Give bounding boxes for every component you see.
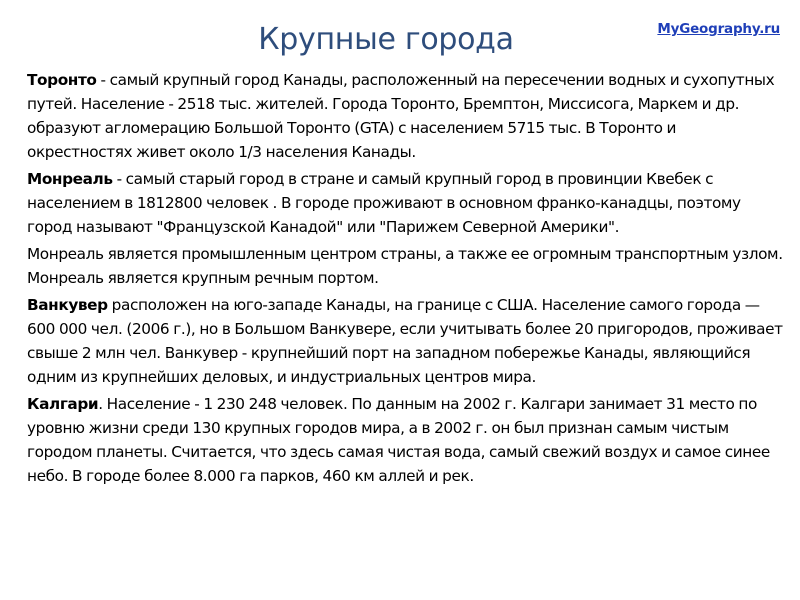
paragraph-lead: Калгари [27, 395, 99, 413]
paragraph-toronto [27, 68, 785, 164]
slide-content [27, 68, 785, 491]
paragraph-lead: Торонто [27, 71, 97, 89]
paragraph-vancouver [27, 293, 785, 389]
paragraph-text: Монреаль является промышленным центром страны, а также ее огромным транспортным узлом. Монреаль является крупным речным портом. [27, 245, 783, 287]
paragraph-lead: Монреаль [27, 170, 113, 188]
paragraph-text: - самый старый город в стране и самый крупный город в провинции Квебек с населением в 1812800 человек . В городе проживают в основном франко-канадцы, поэтому город называют "Французской Канадой" или "Парижем Северной Америки". [27, 170, 741, 236]
site-link[interactable]: MyGeography.ru [657, 21, 780, 37]
paragraph-text: . Население - 1 230 248 человек. По данным на 2002 г. Калгари занимает 31 место по уровню жизни среди 130 крупных городов мира, а в 2002 г. он был признан самым чистым городом планеты. Считается, что здесь самая чистая вода, самый свежий воздух и самое синее небо. В городе более 8.000 га парков, 460 км аллей и рек. [27, 395, 770, 485]
paragraph-text: - самый крупный город Канады, расположенный на пересечении водных и сухопутных путей. Население - 2518 тыс. жителей. Города Торонто, Бремптон, Миссисога, Маркем и др. образуют агломерацию Большой Торонто (GTA) с населением 5715 тыс. В Торонто и окрестностях живет около 1/3 населения Канады. [27, 71, 775, 161]
paragraph-montreal-economy [27, 242, 785, 290]
slide-title: Крупные города [258, 22, 514, 57]
paragraph-text: расположен на юго-западе Канады, на границе с США. Население самого города — 600 000 чел. (2006 г.), но в Большом Ванкувере, если учитывать более 20 пригородов, проживает свыше 2 млн чел. Ванкувер - крупнейший порт на западном побережье Канады, являющийся одним из крупнейших деловых, и индустриальных центров мира. [27, 296, 783, 386]
paragraph-calgary [27, 392, 785, 488]
paragraph-montreal [27, 167, 785, 239]
paragraph-lead: Ванкувер [27, 296, 108, 314]
